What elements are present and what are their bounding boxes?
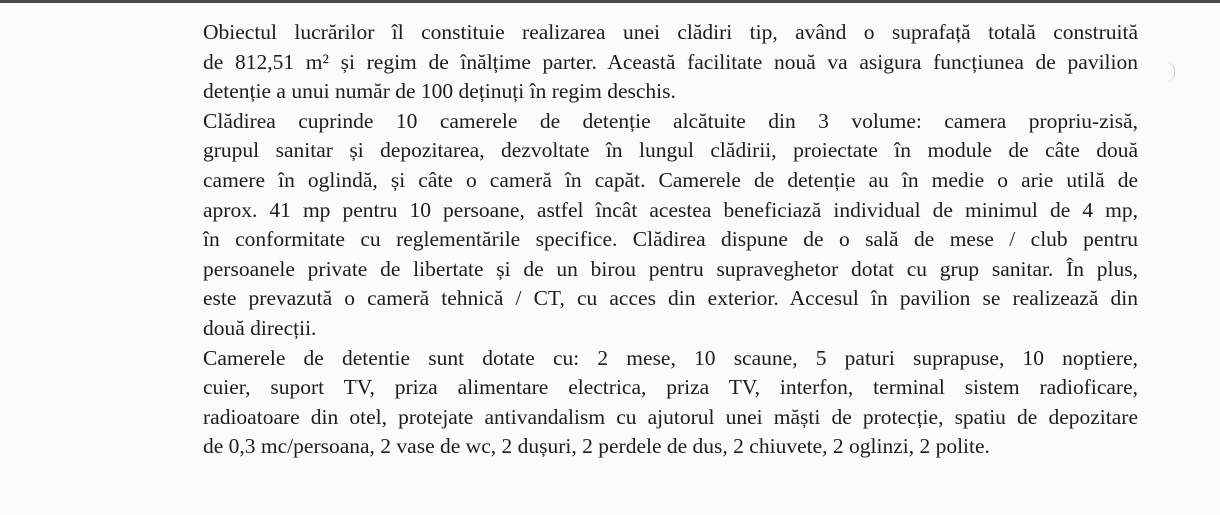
text-line: Obiectul lucrărilor îl constituie realizarea unei clădiri tip, având o suprafață totală construită bbox=[203, 20, 1138, 44]
scan-edge-mark bbox=[1166, 62, 1175, 82]
text-line: camere în oglindă, și câte o cameră în capăt. Camerele de detenție au în medie o arie utilă de bbox=[203, 167, 1138, 192]
text-line: Camerele de detentie sunt dotate cu: 2 mese, 10 scaune, 5 paturi suprapuse, 10 noptiere, bbox=[203, 345, 1138, 370]
text-line: radioatoare din otel, protejate antivandalism cu ajutorul unei măști de protecție, spatiu de depozitare bbox=[203, 404, 1138, 429]
text-line: de 812,51 m² și regim de înălțime parter. Această facilitate nouă va asigura funcțiunea de pavilion bbox=[203, 49, 1138, 74]
text-line: două direcții. bbox=[203, 315, 317, 340]
text-line: persoanele private de libertate și de un birou pentru supraveghetor dotat cu grup sanitar. În plus, bbox=[203, 256, 1138, 281]
text-line: cuier, suport TV, priza alimentare electrica, priza TV, interfon, terminal sistem radioficare, bbox=[203, 375, 1138, 400]
text-line: aprox. 41 mp pentru 10 persoane, astfel încât acestea beneficiază individual de minimul de 4 mp, bbox=[203, 197, 1138, 222]
paragraph-object-description bbox=[128, 18, 1138, 107]
text-line: detenție a unui număr de 100 deținuți în regim deschis. bbox=[203, 79, 676, 104]
document-body bbox=[128, 18, 1138, 462]
page-top-border bbox=[0, 0, 1220, 3]
text-line: în conformitate cu reglementările specifice. Clădirea dispune de o sală de mese / club pentru bbox=[203, 227, 1138, 252]
paragraph-building-composition bbox=[128, 107, 1138, 344]
text-line: Clădirea cuprinde 10 camerele de detenție alcătuite din 3 volume: camera propriu-zisă, bbox=[203, 108, 1138, 133]
paragraph-cell-equipment bbox=[128, 344, 1138, 462]
text-line: de 0,3 mc/persoana, 2 vase de wc, 2 dușuri, 2 perdele de dus, 2 chiuvete, 2 oglinzi, 2 polite. bbox=[203, 434, 990, 459]
text-line: este prevazută o cameră tehnică / CT, cu acces din exterior. Accesul în pavilion se realizează din bbox=[203, 286, 1138, 311]
text-line: grupul sanitar și depozitarea, dezvoltate în lungul clădirii, proiectate în module de câte două bbox=[203, 138, 1138, 163]
